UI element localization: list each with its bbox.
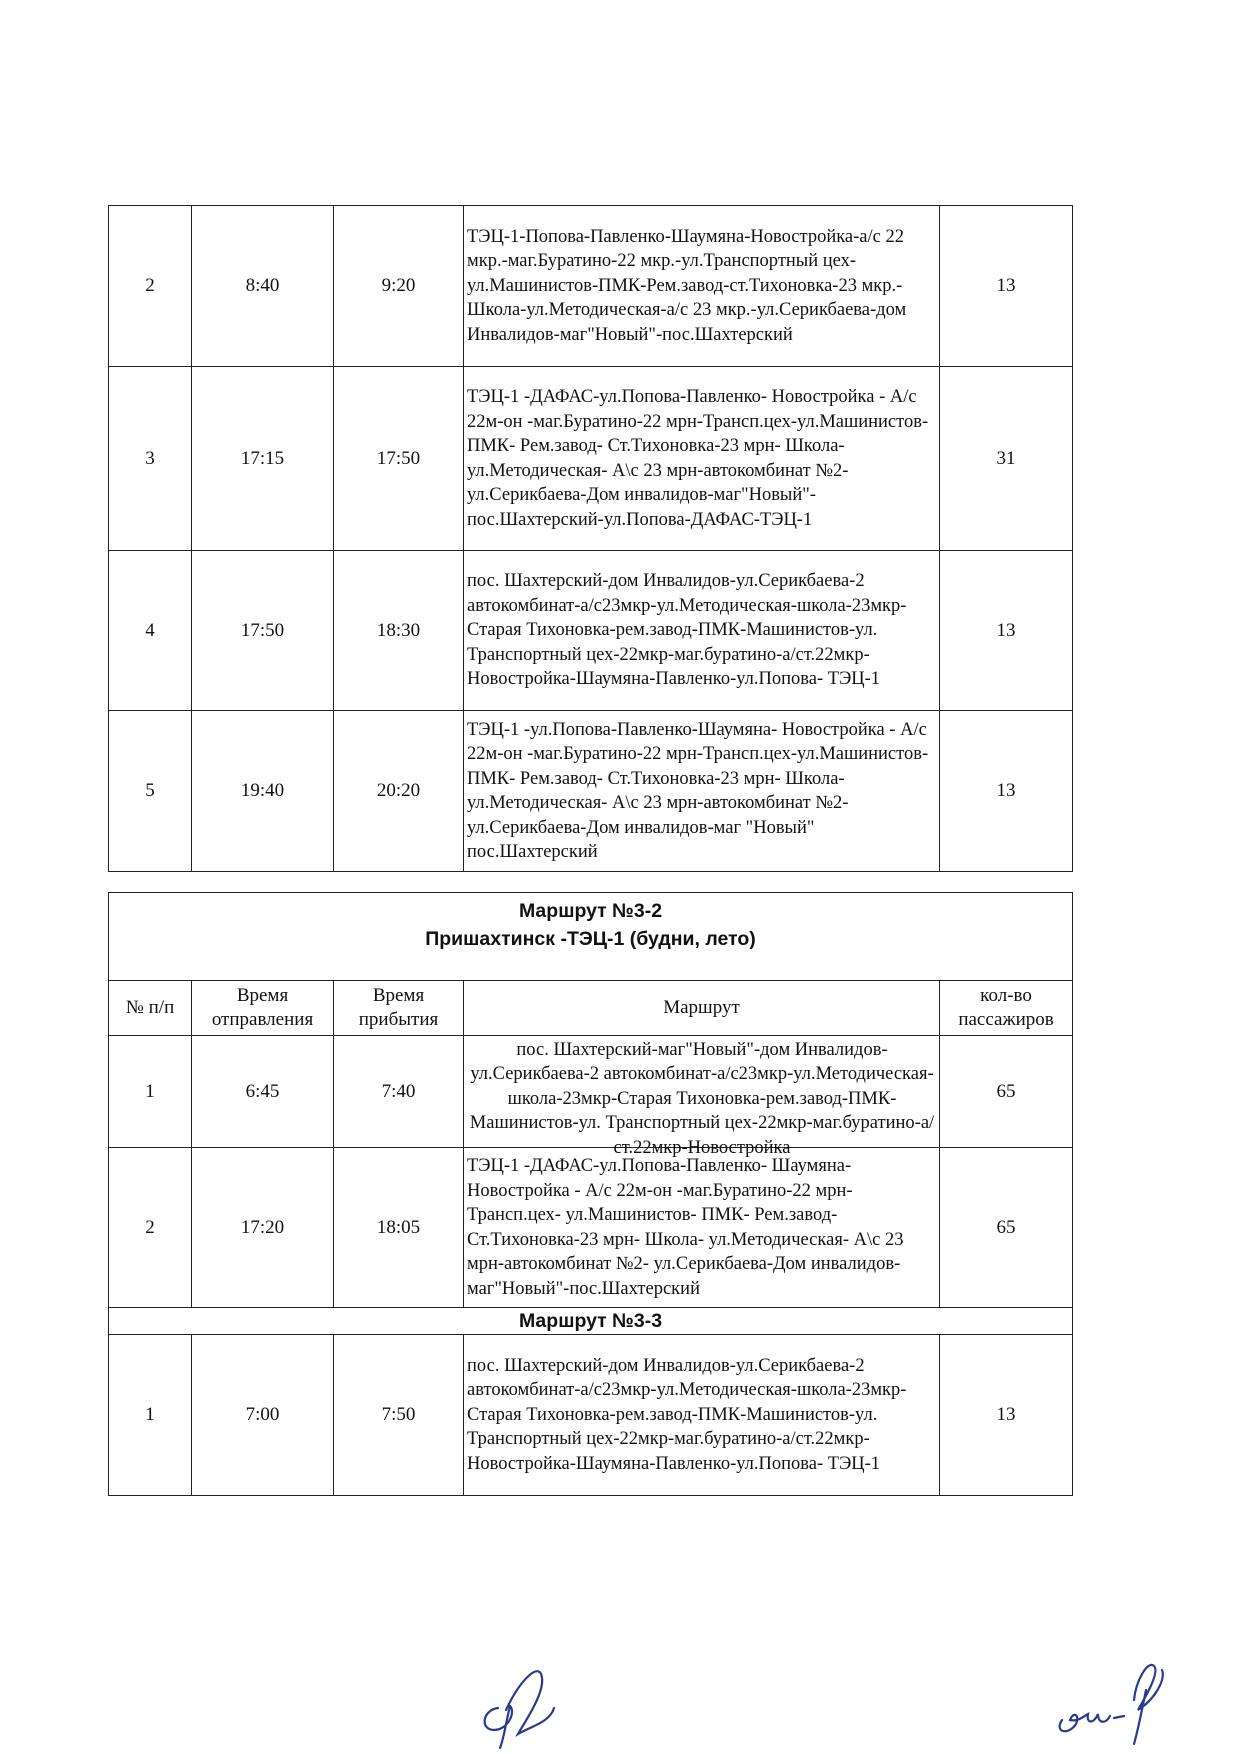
arrival-time: 7:40 xyxy=(334,1036,464,1148)
departure-time: 8:40 xyxy=(192,206,334,367)
route-description: ТЭЦ-1-Попова-Павленко-Шаумяна-Новостройка-а/с 22 мкр.-маг.Буратино-22 мкр.-ул.Транспортный цех-ул.Машинистов-ПМК-Рем.завод-ст.Тихоновка-23 мкр.-Школа-ул.Методическая-а/с 23 мкр.-ул.Серикбаева-дом Инвалидов-маг"Новый"-пос.Шахтерский xyxy=(464,206,940,367)
table-row xyxy=(109,1335,1073,1496)
passenger-count: 65 xyxy=(940,1036,1073,1148)
route-title xyxy=(109,893,1073,981)
passenger-count: 31 xyxy=(940,367,1073,551)
table-row xyxy=(109,367,1073,551)
header-arrival: Время прибытия xyxy=(334,981,464,1036)
route-description-cell xyxy=(464,1036,940,1158)
header-route: Маршрут xyxy=(464,981,940,1036)
route-description: пос. Шахтерский-дом Инвалидов-ул.Серикбаева-2 автокомбинат-а/с23мкр-ул.Методическая-школа-23мкр-Старая Тихоновка-рем.завод-ПМК-Машинистов-ул. Транспортный цех-22мкр-маг.буратино-а/ст.22мкр-Новостройка-Шаумяна-Павленко-ул.Попова- ТЭЦ-1 xyxy=(464,1335,940,1496)
arrival-time: 7:50 xyxy=(334,1335,464,1496)
row-number: 5 xyxy=(109,711,192,872)
subtitle-row xyxy=(109,1308,1073,1335)
passenger-count: 13 xyxy=(940,206,1073,367)
route-description: ТЭЦ-1 -ул.Попова-Павленко-Шаумяна- Новостройка - А/с 22м-он -маг.Буратино-22 мрн-Трансп.цех-ул.Машинистов- ПМК- Рем.завод- Ст.Тихоновка-23 мрн- Школа- ул.Методическая- А\с 23 мрн-автокомбинат №2- ул.Серикбаева-Дом инвалидов-маг "Новый" пос.Шахтерский xyxy=(464,711,940,872)
header-number: № п/п xyxy=(109,981,192,1036)
table-row xyxy=(109,711,1073,872)
route-description: пос. Шахтерский-дом Инвалидов-ул.Серикбаева-2 автокомбинат-а/с23мкр-ул.Методическая-школа-23мкр-Старая Тихоновка-рем.завод-ПМК-Машинистов-ул. Транспортный цех-22мкр-маг.буратино-а/ст.22мкр-Новостройка-Шаумяна-Павленко-ул.Попова- ТЭЦ-1 xyxy=(464,551,940,711)
route-description: ТЭЦ-1 -ДАФАС-ул.Попова-Павленко- Шаумяна-Новостройка - А/с 22м-он -маг.Буратино-22 мрн-Трансп.цех- ул.Машинистов- ПМК- Рем.завод-Ст.Тихоновка-23 мрн- Школа- ул.Методическая- А\с 23 мрн-автокомбинат №2- ул.Серикбаева-Дом инвалидов- маг"Новый"-пос.Шахтерский xyxy=(464,1148,940,1308)
schedule-table-route-3-2 xyxy=(108,892,1073,1496)
row-number: 2 xyxy=(109,206,192,367)
departure-time: 17:50 xyxy=(192,551,334,711)
row-number: 1 xyxy=(109,1335,192,1496)
passenger-count: 13 xyxy=(940,1335,1073,1496)
schedule-table-continued xyxy=(108,205,1073,872)
row-number: 4 xyxy=(109,551,192,711)
departure-time: 19:40 xyxy=(192,711,334,872)
arrival-time: 17:50 xyxy=(334,367,464,551)
header-departure: Время отправления xyxy=(192,981,334,1036)
signature-left xyxy=(470,1650,580,1750)
header-row xyxy=(109,981,1073,1036)
table-row xyxy=(109,551,1073,711)
route-description: ТЭЦ-1 -ДАФАС-ул.Попова-Павленко- Новостройка - А/с 22м-он -маг.Буратино-22 мрн-Трансп.цех-ул.Машинистов- ПМК- Рем.завод- Ст.Тихоновка-23 мрн- Школа- ул.Методическая- А\с 23 мрн-автокомбинат №2- ул.Серикбаева-Дом инвалидов-маг"Новый"- пос.Шахтерский-ул.Попова-ДАФАС-ТЭЦ-1 xyxy=(464,367,940,551)
arrival-time: 20:20 xyxy=(334,711,464,872)
arrival-time: 18:05 xyxy=(334,1148,464,1308)
table-row xyxy=(109,1036,1073,1148)
passenger-count: 65 xyxy=(940,1148,1073,1308)
row-number: 2 xyxy=(109,1148,192,1308)
header-passengers: кол-во пассажиров xyxy=(940,981,1073,1036)
passenger-count: 13 xyxy=(940,711,1073,872)
arrival-time: 18:30 xyxy=(334,551,464,711)
row-number: 3 xyxy=(109,367,192,551)
departure-time: 7:00 xyxy=(192,1335,334,1496)
signature-right xyxy=(1050,1640,1200,1750)
route-number: Маршрут №3-2 xyxy=(518,900,663,922)
arrival-time: 9:20 xyxy=(334,206,464,367)
table-row xyxy=(109,1148,1073,1308)
route-name: Пришахтинск -ТЭЦ-1 (будни, лето) xyxy=(425,928,756,950)
table-row xyxy=(109,206,1073,367)
route-title-row xyxy=(109,893,1073,981)
route-description: пос. Шахтерский-маг"Новый"-дом Инвалидов-ул.Серикбаева-2 автокомбинат-а/с23мкр-ул.Методическая-школа-23мкр-Старая Тихоновка-рем.завод-ПМК-Машинистов-ул. Транспортный цех-22мкр-маг.буратино-а/ст.22мкр-Новостройка xyxy=(469,1039,935,1158)
departure-time: 17:15 xyxy=(192,367,334,551)
passenger-count: 13 xyxy=(940,551,1073,711)
row-number: 1 xyxy=(109,1036,192,1148)
route-subtitle: Маршрут №3-3 xyxy=(109,1308,1073,1335)
departure-time: 17:20 xyxy=(192,1148,334,1308)
departure-time: 6:45 xyxy=(192,1036,334,1148)
